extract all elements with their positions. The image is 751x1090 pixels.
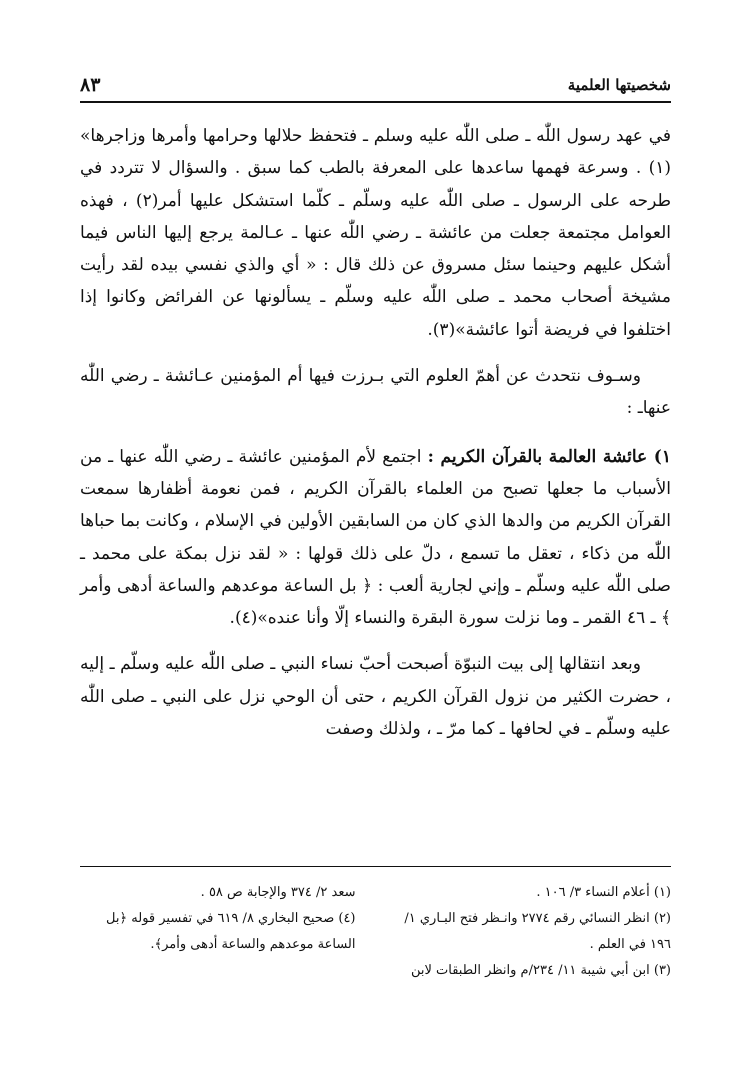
page-header xyxy=(80,70,671,100)
section-lead: اجتمع لأم المؤمنين عائشة ـ رضي اللّٰه xyxy=(153,446,422,467)
footnote-3-continued: سعد ٢/ ٣٧٤ والإجابة ص ٥٨ . xyxy=(200,885,356,900)
footnote-2: (٢) انظر النسائي رقم ٢٧٧٤ وانـظر فتح البـاري ١/ ١٩٦ في العلم . xyxy=(404,911,671,952)
footnote-3: (٣) ابن أبي شيبة ١١/ ٢٣٤/م وانظر الطبقات لابن xyxy=(410,963,671,978)
page-number: ٨٣ xyxy=(80,74,101,96)
section-paragraph xyxy=(80,441,671,635)
paragraph-2: وسـوف نتحدث عن أهمّ العلوم التي بـرزت فيها أم المؤمنين عـائشة ـ رضي اللّٰه عنهاـ : xyxy=(80,366,671,419)
main-text xyxy=(80,120,671,745)
footnote-1: (١) أعلام النساء ٣/ ١٠٦ . xyxy=(536,885,671,900)
footnotes xyxy=(80,880,671,984)
footnotes-left-column xyxy=(80,880,376,984)
running-title: شخصيتها العلمية xyxy=(567,76,671,94)
footnote-4: (٤) صحيح البخاري ٨/ ٦١٩ في تفسير قوله ﴿بل الساعة موعدهم والساعة أدهى وأمر﴾. xyxy=(106,911,356,952)
section-heading: ١) عائشة العالمة بالقرآن الكريم : xyxy=(427,446,671,467)
footnote-rule xyxy=(80,866,671,867)
paragraph-4: وبعد انتقالها إلى بيت النبوّة أصبحت أحبّ نساء النبي ـ صلى اللّٰه عليه وسلّم ـ إليه ، حضرت الكثير من نزول القرآن الكريم ، حتى أن الوحي نزل على النبي ـ صلى اللّٰه عليه وسلّم ـ في لحافها ـ كما مرّ ـ ، ولذلك وصفت xyxy=(80,654,671,740)
paragraph-1: في عهد رسول اللّٰه ـ صلى اللّٰه عليه وسلم ـ فتحفظ حلالها وحرامها وأمرها وزاجرها» (١) . وسرعة فهمها ساعدها على المعرفة بالطب كما سبق . والسؤال لا تتردد في طرحه على الرسول ـ صلى اللّٰه عليه وسلّم ـ كلّما استشكل عليها أمر(٢) ، فهذه العوامل مجتمعة جعلت من عائشة ـ رضي اللّٰه عنها ـ عـالمة يرجع إليها الناس فيما أشكل عليهم وحينما سئل مسروق عن ذلك قال : « أي والذي نفسي بيده لقد رأيت مشيخة أصحاب محمد ـ صلى اللّٰه عليه وسلّم ـ يسألونها عن الفرائض وكانوا إذا اختلفوا في فريضة أتوا عائشة»(٣). xyxy=(80,126,672,340)
section-body: عنها ـ من الأسباب ما جعلها تصبح من العلماء بالقرآن الكريم ، فمن نعومة أظفارها سمعت القرآن الكريم من والدها الذي كان من السابقين الأولين في الإسلام ، وكانت بما حباها اللّٰه من ذكاء ، تعقل ما تسمع ، دلّ على ذلك قولها : « لقد نزل بمكة على محمد ـ صلى اللّٰه عليه وسلّم ـ وإني لجارية ألعب : ﴿ بل الساعة موعدهم والساعة أدهى وأمر ﴾ ـ ٤٦ القمر ـ وما نزلت سورة البقرة والنساء إلّا وأنا عنده»(٤). xyxy=(80,446,671,629)
footnotes-right-column xyxy=(376,880,672,984)
header-rule xyxy=(80,101,671,103)
